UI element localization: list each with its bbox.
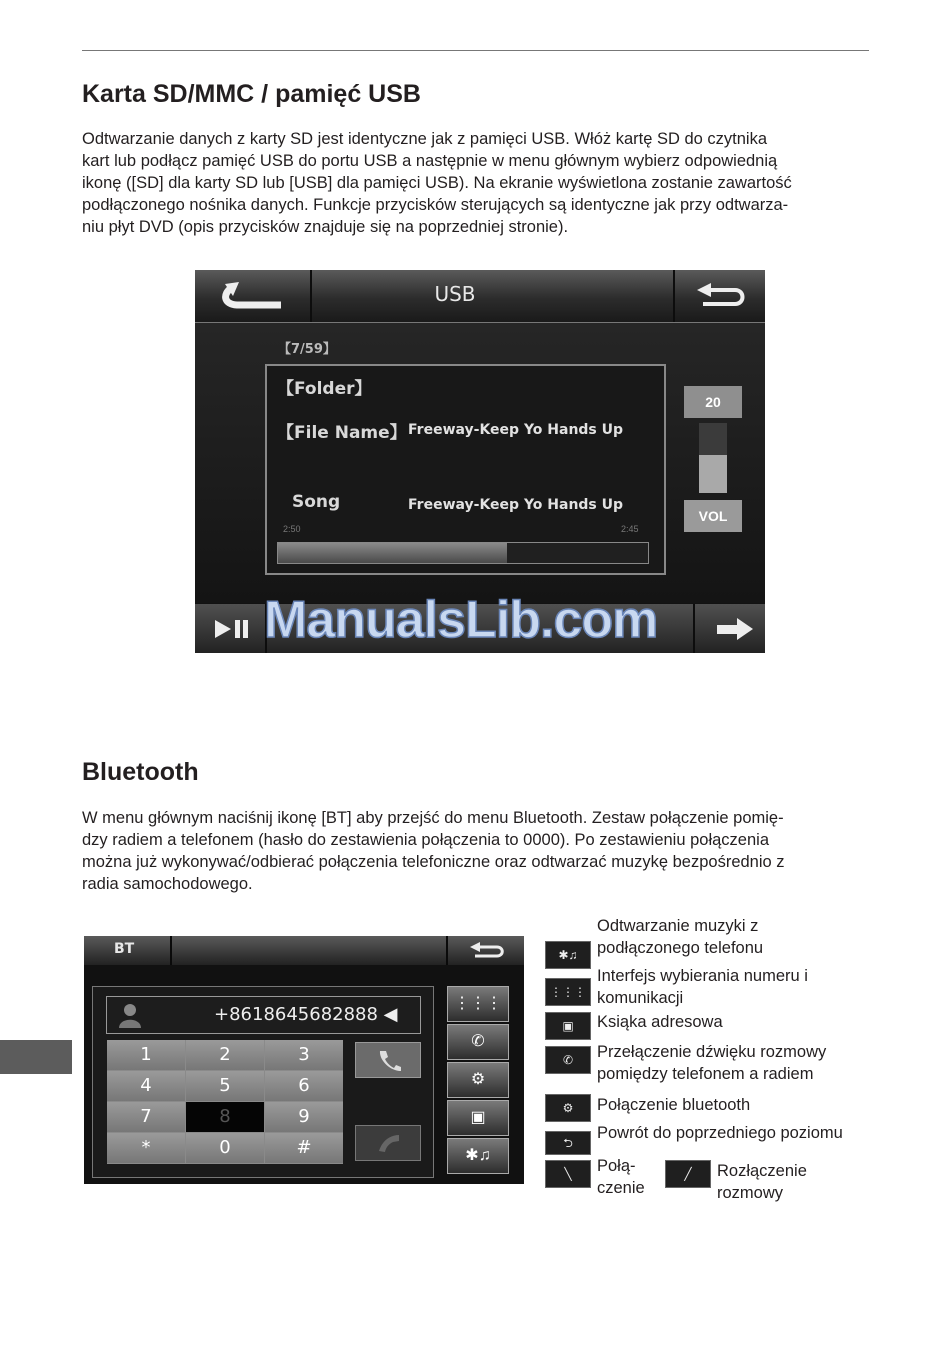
para-line: radia samochodowego. bbox=[82, 875, 253, 893]
legend-music-icon: ✱♫ bbox=[545, 941, 591, 969]
address-book-button[interactable] bbox=[447, 1100, 509, 1136]
legend-line: podłączonego telefonu bbox=[597, 939, 764, 957]
song-label: Song bbox=[292, 492, 341, 512]
return-arrow-icon[interactable] bbox=[695, 282, 747, 310]
top-rule bbox=[82, 50, 869, 51]
bt-top-bar bbox=[84, 936, 524, 965]
keypad-key[interactable]: * bbox=[107, 1133, 185, 1163]
bt-title: BT bbox=[114, 941, 135, 957]
phone-handset-icon bbox=[376, 1048, 402, 1072]
section-heading-sd-usb: Karta SD/MMC / pamięć USB bbox=[82, 80, 421, 108]
bt-screen bbox=[84, 936, 524, 1184]
bt-music-button[interactable] bbox=[447, 1138, 509, 1174]
para-line: Odtwarzanie danych z karty SD jest identyczne jak z pamięci USB. Włóż kartę SD do czytnika bbox=[82, 130, 768, 148]
bt-settings-button[interactable] bbox=[447, 1062, 509, 1098]
legend-line: Połą- bbox=[597, 1157, 636, 1175]
legend-hangup-icon: ╱ bbox=[665, 1160, 711, 1188]
phone-number-field[interactable] bbox=[106, 996, 421, 1034]
legend-line: Przełączenie dźwięku rozmowy bbox=[597, 1043, 827, 1061]
legend-call-icon: ╲ bbox=[545, 1160, 591, 1188]
para-line: można już wykonywać/odbierać połączenia telefoniczne oraz odtwarzać muzykę bezpośrednio z bbox=[82, 853, 785, 871]
keypad-key[interactable]: 3 bbox=[265, 1040, 343, 1070]
contact-avatar-icon bbox=[117, 1001, 143, 1029]
keypad-key[interactable]: 6 bbox=[265, 1071, 343, 1101]
folder-label: 【Folder】 bbox=[277, 379, 372, 399]
legend-gear-icon: ⚙ bbox=[545, 1094, 591, 1122]
legend-bt-text: Połączenie bluetooth bbox=[597, 1096, 751, 1114]
watermark: ManualsLib.com bbox=[264, 591, 658, 649]
divider bbox=[170, 936, 172, 965]
hang-up-handset-icon bbox=[376, 1131, 402, 1155]
keypad-key[interactable]: 9 bbox=[265, 1102, 343, 1132]
bluetooth-music-icon: ✱♫ bbox=[465, 1147, 491, 1164]
sd-usb-paragraph bbox=[82, 128, 872, 238]
legend-music-text bbox=[597, 915, 763, 959]
legend-switch-text bbox=[597, 1041, 826, 1085]
keypad-grid-icon: ⋮⋮⋮ bbox=[454, 995, 502, 1012]
legend-line: Interfejs wybierania numeru i bbox=[597, 967, 808, 985]
time-total: 2:45 bbox=[621, 524, 639, 534]
filename-label: 【File Name】 bbox=[277, 423, 407, 443]
legend-dial-text bbox=[597, 965, 808, 1009]
bluetooth-paragraph bbox=[82, 807, 872, 895]
para-line: W menu głównym naciśnij ikonę [BT] aby przejść do menu Bluetooth. Zestaw połączenie pomię- bbox=[82, 809, 784, 827]
progress-fill bbox=[278, 543, 507, 563]
keypad-key[interactable]: # bbox=[265, 1133, 343, 1163]
play-pause-icon[interactable] bbox=[213, 618, 253, 640]
para-line: podłączonego nośnika danych. Funkcje przycisków sterujących są identyczne jak przy odtwarza- bbox=[82, 196, 789, 214]
progress-bar[interactable] bbox=[277, 542, 649, 564]
legend-book-icon: ▣ bbox=[545, 1012, 591, 1040]
legend-hangup-text bbox=[717, 1160, 807, 1204]
para-line: kart lub podłącz pamięć USB do portu USB a następnie w menu głównym wybierz odpowiednią bbox=[82, 152, 778, 170]
return-arrow-icon[interactable] bbox=[469, 942, 505, 960]
legend-back-text: Powrót do poprzedniego poziomu bbox=[597, 1124, 843, 1142]
keypad-key[interactable]: 1 bbox=[107, 1040, 185, 1070]
legend-dial-icon: ⋮⋮⋮ bbox=[545, 978, 591, 1006]
usb-title: USB bbox=[434, 282, 476, 306]
legend-call-text bbox=[597, 1155, 645, 1199]
legend-line: komunikacji bbox=[597, 989, 684, 1007]
legend-switch-icon: ✆ bbox=[545, 1046, 591, 1074]
call-button[interactable] bbox=[355, 1042, 421, 1078]
legend-back-icon: ⮌ bbox=[545, 1131, 591, 1155]
legend-line: czenie bbox=[597, 1179, 645, 1197]
keypad-key[interactable]: 8 bbox=[186, 1102, 264, 1132]
legend-line: pomiędzy telefonem a radiem bbox=[597, 1065, 814, 1083]
hang-up-button[interactable] bbox=[355, 1125, 421, 1161]
volume-slider[interactable] bbox=[699, 423, 727, 493]
keypad-key[interactable]: 4 bbox=[107, 1071, 185, 1101]
page-side-tab bbox=[0, 1040, 72, 1074]
keypad-key[interactable]: 0 bbox=[186, 1133, 264, 1163]
keypad-key[interactable]: 7 bbox=[107, 1102, 185, 1132]
volume-value: 20 bbox=[684, 386, 742, 418]
divider bbox=[446, 936, 448, 965]
para-line: niu płyt DVD (opis przycisków znajduje się na poprzedniej stronie). bbox=[82, 218, 569, 236]
dial-panel bbox=[92, 986, 434, 1178]
volume-button[interactable]: VOL bbox=[684, 500, 742, 532]
time-elapsed: 2:50 bbox=[283, 524, 301, 534]
track-counter: 【7/59】 bbox=[278, 342, 336, 357]
filename-value: Freeway-Keep Yo Hands Up bbox=[408, 422, 624, 438]
phone-number: +8618645682888 ◀ bbox=[214, 1004, 398, 1025]
para-line: ikonę ([SD] dla karty SD lub [USB] dla pamięci USB). Na ekranie wyświetlona zostanie zawartość bbox=[82, 174, 792, 192]
audio-switch-button[interactable] bbox=[447, 1024, 509, 1060]
legend-line: Rozłączenie bbox=[717, 1162, 807, 1180]
divider bbox=[693, 604, 695, 653]
legend-book-text: Ksiąka adresowa bbox=[597, 1013, 723, 1031]
phone-sound-icon: ✆ bbox=[471, 1033, 485, 1050]
volume-fill bbox=[699, 455, 727, 494]
keypad-key[interactable]: 2 bbox=[186, 1040, 264, 1070]
section-heading-bluetooth: Bluetooth bbox=[82, 758, 199, 786]
song-value: Freeway-Keep Yo Hands Up bbox=[408, 497, 624, 513]
legend-line: rozmowy bbox=[717, 1184, 784, 1202]
next-page-arrow-icon[interactable] bbox=[715, 617, 755, 641]
legend-line: Odtwarzanie muzyki z bbox=[597, 917, 759, 935]
gear-icon: ⚙ bbox=[470, 1071, 486, 1088]
contact-book-icon: ▣ bbox=[470, 1109, 486, 1126]
dial-interface-button[interactable] bbox=[447, 986, 509, 1022]
para-line: dzy radiem a telefonem (hasło do zestawienia połączenia to 0000). Po zestawieniu połączenia bbox=[82, 831, 769, 849]
keypad bbox=[107, 1040, 343, 1164]
file-info-panel bbox=[265, 364, 666, 575]
keypad-key[interactable]: 5 bbox=[186, 1071, 264, 1101]
